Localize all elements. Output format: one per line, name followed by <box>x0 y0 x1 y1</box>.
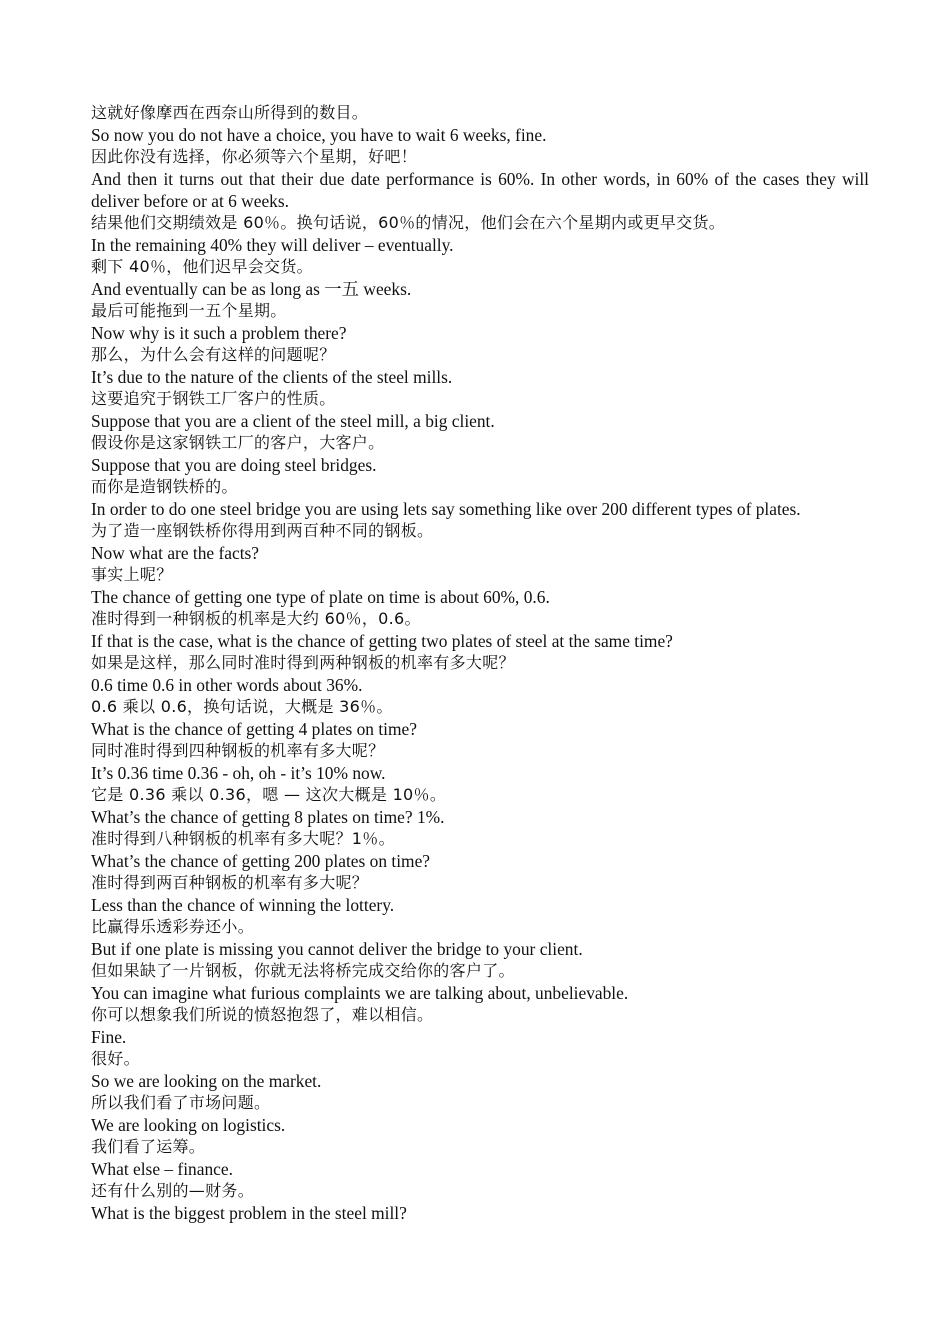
chinese-line: 这要追究于钢铁工厂客户的性质。 <box>91 389 336 408</box>
english-line: Suppose that you are a client of the steel mill, a big client. <box>91 411 495 431</box>
chinese-line: 因此你没有选择，你必须等六个星期，好吧！ <box>91 147 418 166</box>
english-line: 0.6 time 0.6 in other words about 36%. <box>91 675 363 695</box>
english-line: We are looking on logistics. <box>91 1115 286 1135</box>
chinese-line: 同时准时得到四种钢板的机率有多大呢？ <box>91 741 385 760</box>
chinese-line: 这就好像摩西在西奈山所得到的数目。 <box>91 103 369 122</box>
english-line: What is the chance of getting 4 plates on time? <box>91 719 417 739</box>
chinese-line: 很好。 <box>91 1049 140 1068</box>
chinese-line: 它是 0.36 乘以 0.36，嗯 — 这次大概是 10％。 <box>91 785 447 804</box>
chinese-line: 事实上呢？ <box>91 565 173 584</box>
chinese-line: 你可以想象我们所说的愤怒抱怨了，难以相信。 <box>91 1005 434 1024</box>
english-line: Fine. <box>91 1027 127 1047</box>
chinese-line: 准时得到两百种钢板的机率有多大呢？ <box>91 873 369 892</box>
chinese-line: 比赢得乐透彩券还小。 <box>91 917 255 936</box>
english-line: So now you do not have a choice, you have to wait 6 weeks, fine. <box>91 125 547 145</box>
english-line: And then it turns out that their due date performance is 60%. In other words, in 60% of the cases they will deliver before or at 6 weeks. <box>91 169 869 211</box>
english-line: And eventually can be as long as 一五 weeks. <box>91 279 412 299</box>
english-line: What is the biggest problem in the steel mill? <box>91 1203 407 1223</box>
english-line: But if one plate is missing you cannot deliver the bridge to your client. <box>91 939 583 959</box>
chinese-line: 0.6 乘以 0.6，换句话说，大概是 36％。 <box>91 697 393 716</box>
english-line: You can imagine what furious complaints we are talking about, unbelievable. <box>91 983 629 1003</box>
english-line: It’s 0.36 time 0.36 - oh, oh - it’s 10% now. <box>91 763 386 783</box>
english-line: What’s the chance of getting 8 plates on time? 1%. <box>91 807 445 827</box>
chinese-line: 剩下 40％，他们迟早会交货。 <box>91 257 313 276</box>
english-line: So we are looking on the market. <box>91 1071 322 1091</box>
chinese-line: 结果他们交期绩效是 60％。换句话说，60％的情况，他们会在六个星期内或更早交货。 <box>91 213 726 232</box>
english-line: It’s due to the nature of the clients of the steel mills. <box>91 367 453 387</box>
english-line: Less than the chance of winning the lottery. <box>91 895 395 915</box>
chinese-line: 那么，为什么会有这样的问题呢？ <box>91 345 336 364</box>
chinese-line: 如果是这样，那么同时准时得到两种钢板的机率有多大呢？ <box>91 653 515 672</box>
english-line: In the remaining 40% they will deliver – eventually. <box>91 235 454 255</box>
english-line: Suppose that you are doing steel bridges. <box>91 455 377 475</box>
chinese-line: 最后可能拖到一五个星期。 <box>91 301 287 320</box>
chinese-line: 准时得到一种钢板的机率是大约 60％，0.6。 <box>91 609 421 628</box>
document-page <box>91 102 869 1224</box>
english-line: The chance of getting one type of plate on time is about 60%, 0.6. <box>91 587 550 607</box>
english-line: Now why is it such a problem there? <box>91 323 347 343</box>
chinese-line: 假设你是这家钢铁工厂的客户，大客户。 <box>91 433 385 452</box>
chinese-line: 所以我们看了市场问题。 <box>91 1093 271 1112</box>
english-line: In order to do one steel bridge you are using lets say something like over 200 different types of plates. <box>91 499 801 519</box>
chinese-line: 而你是造钢铁桥的。 <box>91 477 238 496</box>
chinese-line: 我们看了运筹。 <box>91 1137 206 1156</box>
chinese-line: 但如果缺了一片钢板，你就无法将桥完成交给你的客户了。 <box>91 961 515 980</box>
english-line: What’s the chance of getting 200 plates on time? <box>91 851 431 871</box>
chinese-line: 为了造一座钢铁桥你得用到两百种不同的钢板。 <box>91 521 434 540</box>
chinese-line: 还有什么别的—财务。 <box>91 1181 255 1200</box>
chinese-line: 准时得到八种钢板的机率有多大呢？1％。 <box>91 829 395 848</box>
english-line: Now what are the facts? <box>91 543 260 563</box>
english-line: What else – finance. <box>91 1159 233 1179</box>
english-line: If that is the case, what is the chance of getting two plates of steel at the same time? <box>91 631 673 651</box>
